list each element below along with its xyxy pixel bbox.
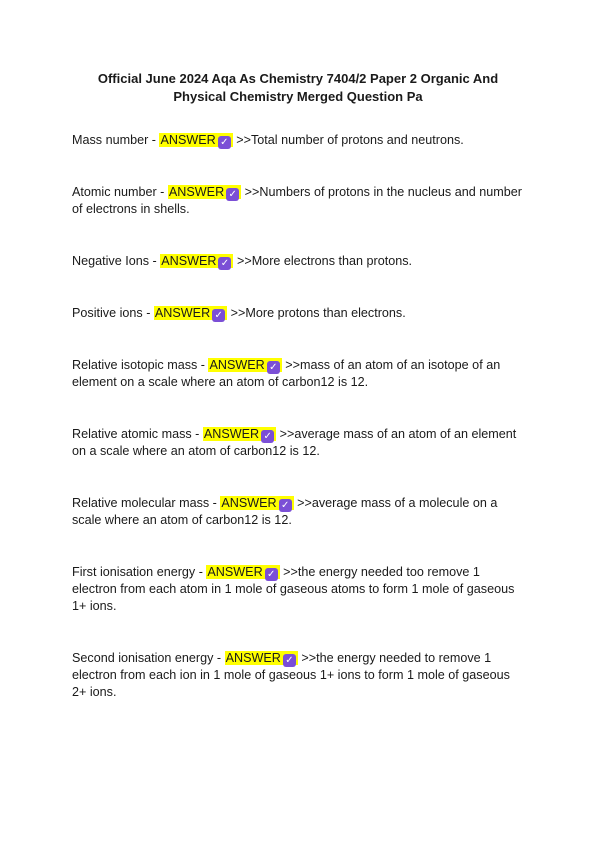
answer-label: ANSWER: [168, 185, 225, 199]
answer-label: ANSWER: [207, 565, 263, 579]
flashcard-entry: [72, 650, 524, 701]
entry-term: Relative isotopic mass -: [72, 358, 209, 372]
check-icon: ✓: [218, 257, 231, 270]
entry-term: Mass number -: [72, 133, 160, 147]
answer-highlight: [206, 565, 279, 579]
entry-definition: >>mass of an atom of an isotope of an element on a scale where an atom of carbon12 is 12.: [72, 358, 501, 389]
answer-highlight: [160, 254, 233, 268]
answer-highlight: [159, 133, 232, 147]
flashcard-entry: [72, 564, 524, 615]
flashcard-entry: [72, 184, 524, 218]
check-icon: ✓: [267, 361, 280, 374]
entry-term: Relative atomic mass -: [72, 427, 203, 441]
flashcard-list: [72, 132, 524, 701]
answer-label: ANSWER: [203, 427, 260, 441]
check-icon: ✓: [279, 499, 292, 512]
answer-label: ANSWER: [160, 133, 216, 147]
check-icon: ✓: [261, 430, 274, 443]
flashcard-entry: [72, 132, 524, 149]
answer-label: ANSWER: [161, 254, 217, 268]
answer-highlight: [154, 306, 227, 320]
entry-term: Second ionisation energy -: [72, 651, 225, 665]
flashcard-entry: [72, 357, 524, 391]
check-icon: ✓: [226, 188, 239, 201]
answer-highlight: [168, 185, 241, 199]
entry-definition: >>average mass of a molecule on a scale where an atom of carbon12 is 12.: [72, 496, 498, 527]
entry-definition: >>the energy needed too remove 1 electron from each atom in 1 mole of gaseous atoms to form 1 mole of gaseous 1+ ions.: [72, 565, 515, 613]
entry-definition: >>More electrons than protons.: [236, 254, 412, 268]
entry-term: Atomic number -: [72, 185, 168, 199]
answer-label: ANSWER: [154, 306, 211, 320]
entry-term: Relative molecular mass -: [72, 496, 221, 510]
entry-term: Negative Ions -: [72, 254, 161, 268]
answer-highlight: [208, 358, 281, 372]
answer-highlight: [225, 651, 298, 665]
check-icon: ✓: [265, 568, 278, 581]
check-icon: ✓: [283, 654, 296, 667]
entry-definition: >>Numbers of protons in the nucleus and number of electrons in shells.: [72, 185, 522, 216]
flashcard-entry: [72, 253, 524, 270]
entry-term: First ionisation energy -: [72, 565, 207, 579]
flashcard-entry: [72, 426, 524, 460]
answer-highlight: [220, 496, 293, 510]
answer-label: ANSWER: [209, 358, 265, 372]
check-icon: ✓: [212, 309, 225, 322]
flashcard-entry: [72, 305, 524, 322]
entry-definition: >>average mass of an atom of an element on a scale where an atom of carbon12 is 12.: [72, 427, 517, 458]
answer-label: ANSWER: [225, 651, 281, 665]
entry-term: Positive ions -: [72, 306, 154, 320]
document-title: Official June 2024 Aqa As Chemistry 7404/2 Paper 2 Organic And Physical Chemistry Merged Question Pa: [97, 71, 499, 104]
check-icon: ✓: [218, 136, 231, 149]
answer-label: ANSWER: [221, 496, 277, 510]
entry-definition: >>More protons than electrons.: [230, 306, 406, 320]
answer-highlight: [203, 427, 276, 441]
entry-definition: >>the energy needed to remove 1 electron from each ion in 1 mole of gaseous 1+ ions to form 1 mole of gaseous 2+ ions.: [72, 651, 510, 699]
entry-definition: >>Total number of protons and neutrons.: [236, 133, 464, 147]
flashcard-entry: [72, 495, 524, 529]
